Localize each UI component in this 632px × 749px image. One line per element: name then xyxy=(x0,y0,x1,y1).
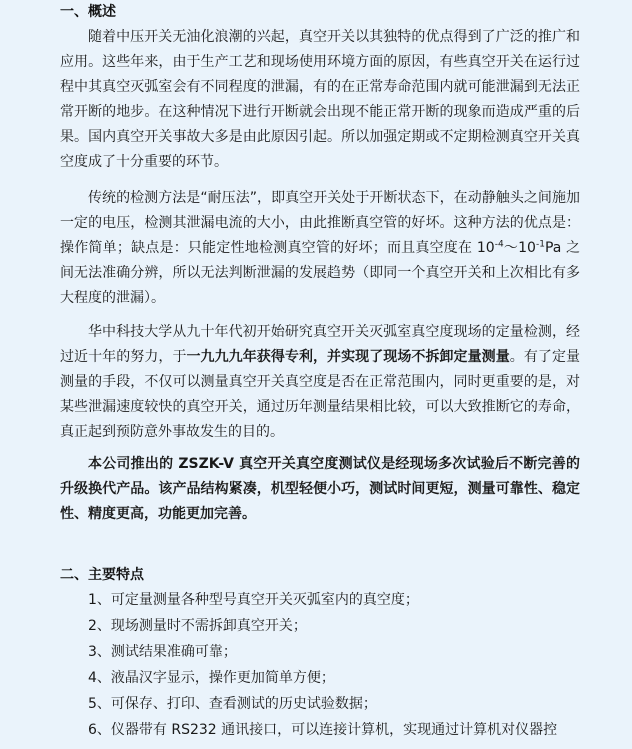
feature-item: 2、现场测量时不需拆卸真空开关； xyxy=(88,618,307,634)
p2-text-a: 传统的检测方法是“耐压法”，即真空开关处于开断状态下，在动静触头之间施加一定的电压，检测其泄漏电流的大小，由此推断真空管的好坏。这种方法的优点是：操作简单；缺点是：只能定性地检测真空管的好坏；而且真空度在 10 xyxy=(60,190,580,256)
p2-exponent-1: -4 xyxy=(494,239,504,250)
p3-text-b: 。有了定量测量的手段，不仅可以测量真空开关真空度是否在正常范围内，同时更重要的是，对某些泄漏速度较快的真空开关，通过历年测量结果相比较，可以大致推断它的寿命，真正起到预防意外事故发生的目的。 xyxy=(60,349,581,440)
feature-item: 4、液晶汉字显示，操作更加简单方便； xyxy=(88,670,335,686)
p3-bold-text: 一九九九年获得专利，并实现了现场不拆卸定量测量 xyxy=(186,349,510,365)
paragraph-traditional-method xyxy=(60,186,580,311)
feature-item: 3、测试结果准确可靠； xyxy=(88,644,237,660)
feature-item: 6、仪器带有 RS232 通讯接口，可以连接计算机，实现通过计算机对仪器控 xyxy=(88,722,558,738)
feature-list xyxy=(88,587,588,743)
paragraph-background: 随着中压开关无油化浪潮的兴起，真空开关以其独特的优点得到了广泛的推广和应用。这些年来，由于生产工艺和现场使用环境方面的原因，有些真空开关在运行过程中其真空灭弧室会有不同程度的泄漏，有的在正常寿命范围内就可能泄漏到无法正常开断的地步。在这种情况下进行开断就会出现不能正常开断的现象而造成严重的后果。国内真空开关事故大多是由此原因引起。所以加强定期或不定期检测真空开关真空度成了十分重要的环节。 xyxy=(60,29,580,170)
paragraph-product-intro: 本公司推出的 ZSZK-V 真空开关真空度测试仪是经现场多次试验后不断完善的升级换代产品。该产品结构紧凑，机型轻便小巧，测试时间更短，测量可靠性、稳定性、精度更高，功能更加完善。 xyxy=(60,456,580,522)
feature-item: 5、可保存、打印、查看测试的历史试验数据； xyxy=(88,696,377,712)
feature-item: 1、可定量测量各种型号真空开关灭弧室内的真空度； xyxy=(88,592,419,608)
paragraph-huazhong-research xyxy=(60,320,580,445)
p3-text-a: 华中科技大学从九十年代初开始研究真空开关灭弧室真空度现场的定量检测，经过近十年的努力，于 xyxy=(60,324,580,365)
section-heading-features: 二、主要特点 xyxy=(60,567,144,583)
p2-exponent-2: -1 xyxy=(535,239,545,250)
p2-text-mid: ～10 xyxy=(503,240,536,256)
p2-text-b: Pa 之间无法准确分辨，所以无法判断泄漏的发展趋势（即同一个真空开关和上次相比有多大程度的泄漏）。 xyxy=(60,240,580,306)
section-heading-overview: 一、概述 xyxy=(60,4,116,20)
